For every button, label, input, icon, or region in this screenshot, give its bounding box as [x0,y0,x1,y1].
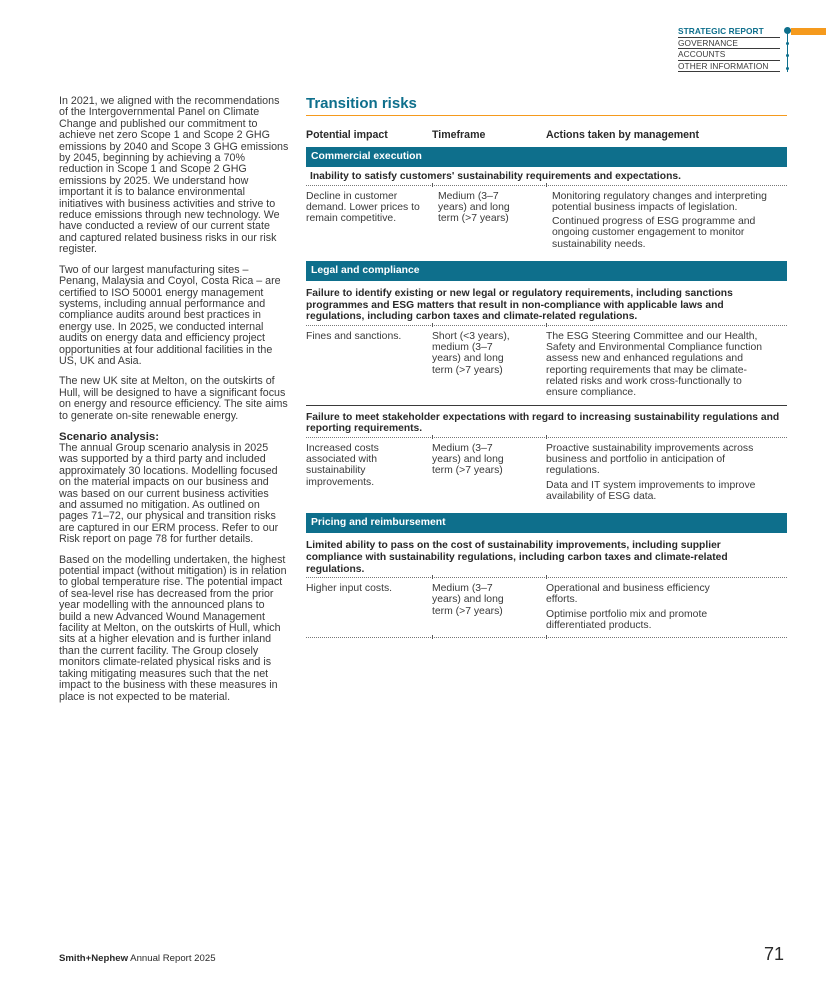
section-nav [678,26,780,72]
header-actions: Actions taken by management [546,129,700,141]
timeframe-cell: Short (<3 years), medium (3–7 years) and long term (>7 years) [432,330,510,376]
row-divider [306,637,787,638]
report-name: Annual Report 2025 [128,953,216,964]
actions-cell [546,583,787,631]
header-impact: Potential impact [306,129,388,141]
timeframe-cell: Medium (3–7 years) and long term (>7 years) [432,583,504,617]
transition-risks-table [306,94,787,638]
action-text: Data and IT system improvements to improve availability of ESG data. [546,479,756,503]
nav-other-information[interactable]: OTHER INFORMATION [678,61,780,73]
scenario-heading: Scenario analysis: [59,430,160,443]
timeframe-cell: Medium (3–7 years) and long term (>7 years) [438,190,510,225]
band-legal-compliance: Legal and compliance [306,261,787,281]
risk-statement: Failure to identify existing or new legal or regulatory requirements, including sanctions programmes and ESG matters that result in non-compliance with applicable laws and regulations, including carbon taxes and climate-related regulations. [306,288,733,323]
actions-cell [552,191,787,250]
action-text: Monitoring regulatory changes and interpreting potential business impacts of legislation. [552,190,767,213]
nav-marker [786,42,789,45]
nav-active-marker [784,27,791,34]
action-text: Continued progress of ESG programme and ongoing customer engagement to monitor sustainability needs. [552,216,756,250]
table-row [306,326,787,405]
nav-strategic-report[interactable]: STRATEGIC REPORT [678,26,780,38]
impact-cell: Higher input costs. [306,583,393,595]
footer [59,953,216,964]
nav-track [787,30,788,72]
table-row [306,186,787,256]
title-rule [306,115,787,116]
melton-paragraph: The new UK site at Melton, on the outskirts of Hull, will be designed to have a significant focus on energy and resource efficiency. The site aims to generate on-site renewable energy. [59,375,288,422]
impact-cell: Increased costs associated with sustainability improvements. [306,442,379,488]
row-divider [306,437,787,438]
table-row [306,438,787,508]
left-column [59,96,289,712]
nav-marker [786,67,789,70]
table-row [306,578,787,637]
section-title: Transition risks [306,95,417,112]
nav-active-tab [791,28,826,35]
action-text: Proactive sustainability improvements across business and portfolio in anticipation of regulations. [546,442,754,477]
header-timeframe: Timeframe [432,129,486,141]
iso-paragraph: Two of our largest manufacturing sites – Penang, Malaysia and Coyol, Costa Rica – are certified to ISO 50001 energy management systems, including annual performance and compliance audits around best practices in energy use. In 2025, we conducted internal audits on energy data and efficiency project opportunities at four additional facilities in the US, UK and Asia. [59,263,281,367]
band-pricing-reimbursement: Pricing and reimbursement [306,513,787,533]
band-commercial-execution: Commercial execution [306,147,787,167]
action-text: Operational and business efficiency efforts. [546,583,710,606]
risk-statement: Inability to satisfy customers' sustainability requirements and expectations. [310,171,681,182]
nav-accounts[interactable]: ACCOUNTS [678,49,780,61]
action-text: Optimise portfolio mix and promote differentiated products. [546,608,708,631]
row-divider [306,577,787,578]
page-number: 71 [764,944,785,964]
risk-statement: Limited ability to pass on the cost of sustainability improvements, including supplier compliance with sustainability regulations, including carbon taxes and climate-related regulations. [306,540,728,575]
net-zero-paragraph: In 2021, we aligned with the recommendations of the Intergovernmental Panel on Climate Change and published our commitment to achieve net zero Scope 1 and Scope 2 GHG emissions by 2040 and Scope 3 GHG emissions by 2045, beginning by achieving a 70% reduction in Scope 1 and Scope 2 GHG emissions by 2025. We understand how important it is to balance environmental initiatives with business activities and strive to reduce emissions through new technology. We have conducted a review of our current state and captured related business risks in our risk register. [59,95,289,256]
row-divider [306,185,787,186]
brand-name: Smith+Nephew [59,953,129,964]
impact-cell: Fines and sanctions. [306,330,402,342]
impact-cell: Decline in customer demand. Lower prices to remain competitive. [306,190,420,225]
action-text: The ESG Steering Committee and our Health, Safety and Environmental Compliance function assess new and enhanced regulations and reporting requirements that may be climate-related risks and work cross-functionally to ensure compliance. [546,330,763,399]
scenario-paragraph: The annual Group scenario analysis in 2025 was supported by a third party and included approximately 30 locations. Modelling focused on the material impacts on our business and was based on our current business activities and assumed no mitigation. As outlined on pages 71–72, our physical and transition risks are captured in our ERM process. Refer to our Risk report on page 78 for further details. [59,441,279,546]
row-divider [306,325,787,326]
risk-statement: Failure to meet stakeholder expectations with regard to increasing sustainability regulations and reporting requirements. [306,411,780,435]
timeframe-cell: Medium (3–7 years) and long term (>7 years) [432,442,504,477]
actions-cell [546,331,787,399]
table-header [306,128,787,142]
actions-cell [546,443,787,502]
modelling-paragraph: Based on the modelling undertaken, the highest potential impact (without mitigation) is in relation to global temperature rise. The potential impact of sea-level rise has decreased from the prior year modelling with the announced plans to build a new Advanced Wound Management facility at Melton, on the outskirts of Hull, which sits at a higher elevation and is further inland than the current facility. The Group closely monitors climate-related physical risks and is taking mitigating measures such that the net impact to the business with these measures in place is not expected to be material. [59,553,287,703]
nav-marker [786,54,789,57]
nav-governance[interactable]: GOVERNANCE [678,38,780,50]
